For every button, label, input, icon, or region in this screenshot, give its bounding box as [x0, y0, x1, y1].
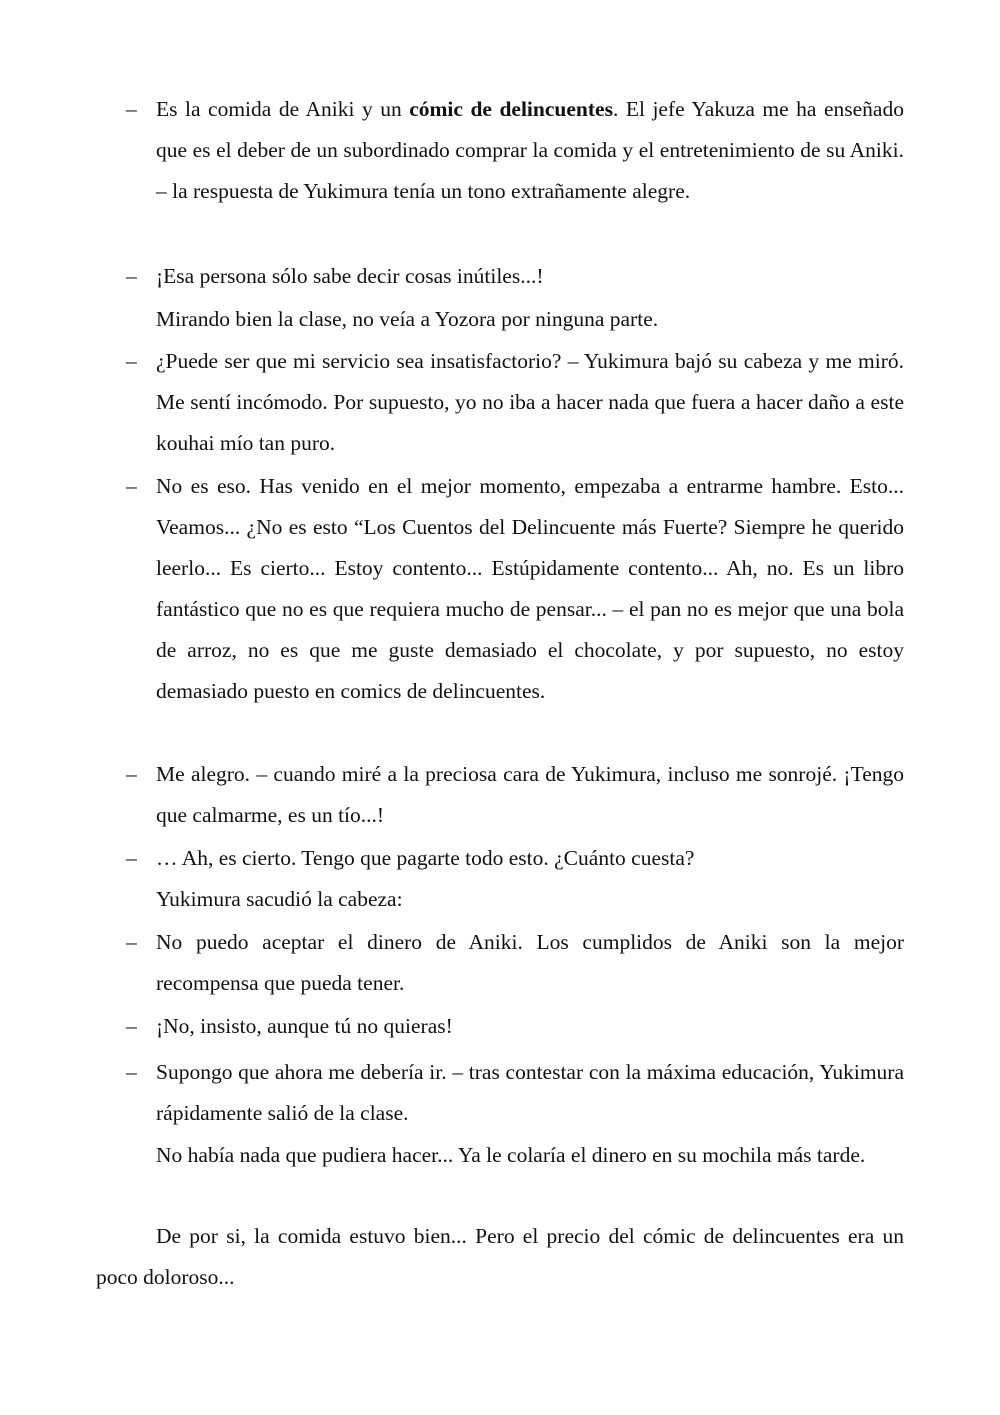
dialogue-dash: – [126, 930, 137, 954]
dialogue-dash: – [126, 762, 137, 786]
dialogue-paragraph: … Ah, es cierto. Tengo que pagarte todo esto. ¿Cuánto cuesta? [156, 846, 695, 870]
dialogue-dash: – [126, 474, 137, 498]
narration-paragraph: Yukimura sacudió la cabeza: [156, 887, 403, 911]
dialogue-dash: – [126, 264, 137, 288]
dialogue-paragraph: Es la comida de Aniki y un cómic de delincuentes. El jefe Yakuza me ha enseñado que es el deber de un subordinado comprar la comida y el entretenimiento de su Aniki. – la respuesta de Yukimura tenía un tono extrañamente alegre. [156, 97, 904, 203]
bold-phrase: cómic de delincuentes [409, 97, 613, 121]
dialogue-dash: – [126, 1014, 137, 1038]
dialogue-dash: – [126, 846, 137, 870]
dialogue-paragraph: No puedo aceptar el dinero de Aniki. Los cumplidos de Aniki son la mejor recompensa que pueda tener. [156, 930, 904, 995]
dialogue-dash: – [126, 349, 137, 373]
dialogue-paragraph: Me alegro. – cuando miré a la preciosa cara de Yukimura, incluso me sonrojé. ¡Tengo que calmarme, es un tío...! [156, 762, 904, 827]
dialogue-paragraph: ¡No, insisto, aunque tú no quieras! [156, 1014, 453, 1038]
narration-paragraph: De por si, la comida estuvo bien... Pero el precio del cómic de delincuentes era un poco doloroso... [96, 1224, 904, 1289]
dialogue-paragraph: No es eso. Has venido en el mejor momento, empezaba a entrarme hambre. Esto... Veamos... ¿No es esto “Los Cuentos del Delincuente más Fuerte? Siempre he querido leerlo... Es cierto... Estoy contento... Estúpidamente contento... Ah, no. Es un libro fantástico que no es que requiera mucho de pensar... – el pan no es mejor que una bola de arroz, no es que me guste demasiado el chocolate, y por supuesto, no estoy demasiado puesto en comics de delincuentes. [156, 474, 904, 703]
narration-paragraph: No había nada que pudiera hacer... Ya le colaría el dinero en su mochila más tarde. [156, 1143, 866, 1167]
dialogue-paragraph: ¿Puede ser que mi servicio sea insatisfactorio? – Yukimura bajó su cabeza y me miró. Me sentí incómodo. Por supuesto, yo no iba a hacer nada que fuera a hacer daño a este kouhai mío tan puro. [156, 349, 904, 455]
dialogue-dash: – [126, 97, 137, 121]
dialogue-dash: – [126, 1060, 137, 1084]
narration-paragraph: Mirando bien la clase, no veía a Yozora por ninguna parte. [156, 307, 659, 331]
dialogue-paragraph: ¡Esa persona sólo sabe decir cosas inútiles...! [156, 264, 544, 288]
dialogue-paragraph: Supongo que ahora me debería ir. – tras contestar con la máxima educación, Yukimura rápidamente salió de la clase. [156, 1060, 904, 1125]
